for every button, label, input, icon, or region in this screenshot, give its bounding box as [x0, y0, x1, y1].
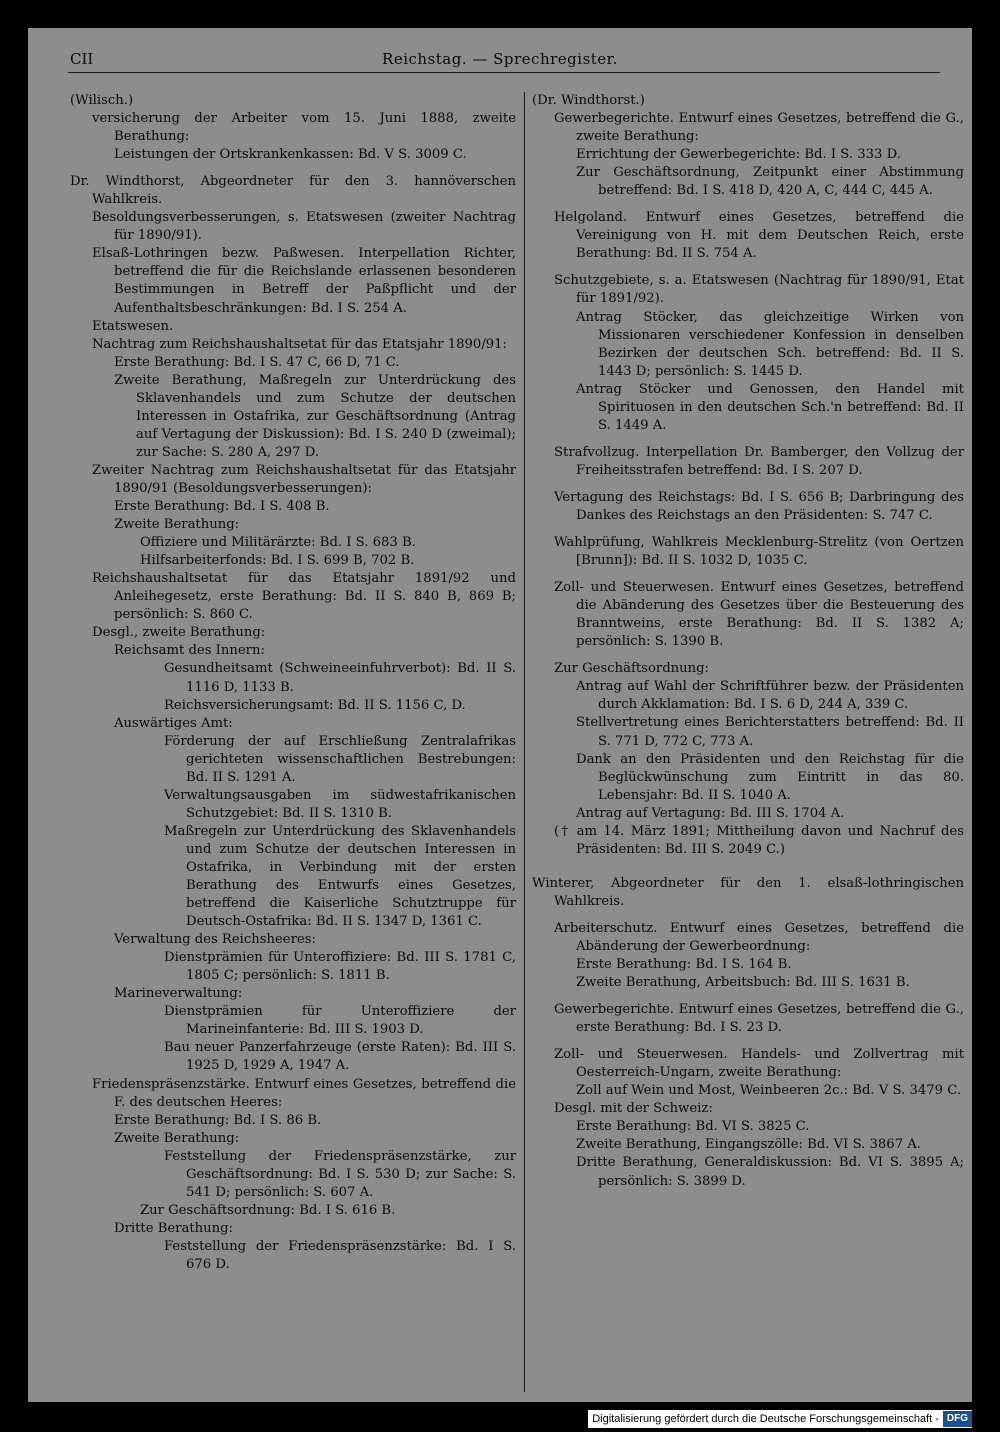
left-column-entry: Dienstprämien für Unteroffiziere der Marineinfanterie: Bd. III S. 1903 D. — [164, 1004, 516, 1038]
left-column — [70, 92, 516, 1274]
left-column-entry: Erste Berathung: Bd. I S. 408 B. — [114, 499, 330, 515]
entry-spacer — [532, 570, 964, 579]
left-column-entry: Friedenspräsenzstärke. Entwurf eines Gesetzes, betreffend die F. des deutschen Heeres: — [92, 1076, 516, 1110]
left-column-entry: Dienstprämien für Unteroffiziere: Bd. III S. 1781 C, 1805 C; persönlich: S. 1811 B. — [164, 950, 516, 984]
right-column-entry: Gewerbegerichte. Entwurf eines Gesetzes, betreffend die G., erste Berathung: Bd. I S. 23 D. — [554, 1002, 964, 1036]
right-column-entry: Vertagung des Reichstags: Bd. I S. 656 B; Darbringung des Dankes des Reichstags an den Präsidenten: S. 747 C. — [554, 489, 964, 523]
column-divider — [524, 92, 525, 1392]
left-column-entry: (Wilisch.) — [70, 93, 134, 108]
left-column-entry: Marineverwaltung: — [114, 986, 243, 1002]
entry-spacer — [532, 200, 964, 209]
left-column-entry: Etatswesen. — [92, 318, 174, 334]
entry-spacer — [532, 480, 964, 489]
right-column-entry: Dritte Berathung, Generaldiskussion: Bd. VI S. 3895 A; persönlich: S. 3899 D. — [576, 1155, 964, 1189]
right-column-entry: Dank an den Präsidenten und den Reichstag für die Beglückwünschung zum Eintritt in das 80. Lebensjahr: Bd. II S. 1040 A. — [576, 751, 964, 803]
right-column-entry: Erste Berathung: Bd. VI S. 3825 C. — [576, 1119, 810, 1135]
right-column-entry: Strafvollzug. Interpellation Dr. Bamberger, den Vollzug der Freiheitsstrafen betreffend: Bd. I S. 207 D. — [554, 444, 964, 478]
left-column-entry: Bau neuer Panzerfahrzeuge (erste Raten): Bd. III S. 1925 D, 1929 A, 1947 A. — [164, 1040, 516, 1074]
left-column-entry: Reichsversicherungsamt: Bd. II S. 1156 C, D. — [164, 697, 466, 713]
left-column-entry: Zweiter Nachtrag zum Reichshaushaltsetat für das Etatsjahr 1890/91 (Besoldungsverbesserungen): — [92, 462, 516, 496]
right-column-entry: Arbeiterschutz. Entwurf eines Gesetzes, betreffend die Abänderung der Gewerbeordnung: — [554, 920, 964, 954]
left-column-entry: Erste Berathung: Bd. I S. 86 B. — [114, 1112, 322, 1128]
left-column-entry: versicherung der Arbeiter vom 15. Juni 1888, zweite Berathung: — [92, 111, 516, 145]
right-column-entry: Helgoland. Entwurf eines Gesetzes, betreffend die Vereinigung von H. mit dem Deutschen Reich, erste Berathung: Bd. II S. 754 A. — [554, 210, 964, 262]
right-column-entry: Winterer, Abgeordneter für den 1. elsaß-lothringischen Wahlkreis. — [532, 875, 964, 909]
running-title: Reichstag. — Sprechregister. — [382, 50, 618, 68]
right-column-entry: (Dr. Windthorst.) — [532, 93, 645, 108]
right-column-entry: Stellvertretung eines Berichterstatters betreffend: Bd. II S. 771 D, 772 C, 773 A. — [576, 715, 964, 749]
right-column-entry: Zweite Berathung, Arbeitsbuch: Bd. III S. 1631 B. — [576, 975, 910, 991]
left-column-entry: Nachtrag zum Reichshaushaltsetat für das Etatsjahr 1890/91: — [92, 336, 507, 352]
right-column-entry: Zoll auf Wein und Most, Weinbeeren 2c.: Bd. V S. 3479 C. — [576, 1083, 962, 1099]
left-column-entry: Reichshaushaltsetat für das Etatsjahr 1891/92 und Anleihegesetz, erste Berathung: Bd. II S. 840 B, 869 B; persönlich: S. 860 C. — [92, 571, 516, 623]
left-column-entry: Besoldungsverbesserungen, s. Etatswesen (zweiter Nachtrag für 1890/91). — [92, 210, 516, 244]
entry-spacer — [532, 263, 964, 272]
right-column-entry: Antrag auf Vertagung: Bd. III S. 1704 A. — [576, 805, 845, 821]
right-column-entry: Wahlprüfung, Wahlkreis Mecklenburg-Strelitz (von Oertzen [Brunn]): Bd. II S. 1032 D, 1035 C. — [554, 535, 964, 569]
right-column-entry: († am 14. März 1891; Mittheilung davon und Nachruf des Präsidenten: Bd. III S. 2049 C.) — [554, 823, 964, 857]
left-column-entry: Feststellung der Friedenspräsenzstärke: Bd. I S. 676 D. — [164, 1238, 516, 1272]
entry-spacer — [532, 1037, 964, 1046]
left-column-entry: Dritte Berathung: — [114, 1220, 234, 1236]
left-column-entry: Offiziere und Militärärzte: Bd. I S. 683 B. — [140, 535, 416, 551]
right-column-entry: Zoll- und Steuerwesen. Entwurf eines Gesetzes, betreffend die Abänderung des Gesetzes über die Besteuerung des Branntweins, erste Berathung: Bd. II S. 1382 A; persönlich: S. 1390 B. — [554, 580, 964, 650]
left-column-entry: Gesundheitsamt (Schweineeinfuhrverbot): Bd. II S. 1116 D, 1133 B. — [164, 661, 516, 695]
left-column-entry: Förderung der auf Erschließung Zentralafrikas gerichteten wissenschaftlichen Bestrebungen: Bd. II S. 1291 A. — [164, 733, 516, 785]
right-column-entry: Zur Geschäftsordnung: — [554, 661, 709, 677]
right-column-entry: Desgl. mit der Schweiz: — [554, 1101, 713, 1117]
left-column-entry: Desgl., zweite Berathung: — [92, 625, 266, 641]
right-column-entry: Zweite Berathung, Eingangszölle: Bd. VI S. 3867 A. — [576, 1137, 921, 1153]
right-column-entry: Antrag auf Wahl der Schriftführer bezw. der Präsidenten durch Akklamation: Bd. I S. 6 D, 244 A, 339 C. — [576, 679, 964, 713]
left-column-entry: Elsaß-Lothringen bezw. Paßwesen. Interpellation Richter, betreffend die für die Reichslande erlassenen besonderen Bestimmungen in Betreff der Paßpflicht und der Aufenthaltsbeschränkungen: Bd. I S. 254 A. — [92, 246, 516, 316]
dfg-logo: DFG — [943, 1411, 972, 1427]
right-column-entry: Erste Berathung: Bd. I S. 164 B. — [576, 957, 792, 973]
left-column-entry: Zweite Berathung, Maßregeln zur Unterdrückung des Sklavenhandels und zum Schutze der deutschen Interessen in Ostafrika, zur Geschäftsordnung (Antrag auf Vertagung der Diskussion): Bd. I S. 240 D (zweimal); zur Sache: S. 280 A, 297 D. — [114, 372, 516, 460]
left-column-entry: Verwaltung des Reichsheeres: — [114, 932, 316, 948]
left-column-entry: Leistungen der Ortskrankenkassen: Bd. V S. 3009 C. — [114, 147, 467, 163]
entry-spacer — [532, 525, 964, 534]
page-number: CII — [70, 50, 94, 68]
right-column-entry: Gewerbegerichte. Entwurf eines Gesetzes, betreffend die G., zweite Berathung: — [554, 111, 964, 145]
right-column-entry: Antrag Stöcker und Genossen, den Handel mit Spirituosen in den deutschen Sch.'n betreffend: Bd. II S. 1449 A. — [576, 381, 964, 433]
credit-text: Digitalisierung gefördert durch die Deutsche Forschungsgemeinschaft - — [592, 1413, 939, 1425]
left-column-entry: Zur Geschäftsordnung: Bd. I S. 616 B. — [140, 1202, 396, 1218]
left-column-entry: Zweite Berathung: — [114, 1130, 240, 1146]
left-column-entry: Auswärtiges Amt: — [114, 715, 233, 731]
scanned-page — [28, 28, 972, 1402]
left-column-entry: Zweite Berathung: — [114, 517, 240, 533]
left-column-entry: Erste Berathung: Bd. I S. 47 C, 66 D, 71 C. — [114, 354, 400, 370]
right-column-entry: Antrag Stöcker, das gleichzeitige Wirken von Missionaren verschiedener Konfession in denselben Bezirken der deutschen Sch. betreffend: Bd. II S. 1443 D; persönlich: S. 1445 D. — [576, 309, 964, 379]
left-column-entry: Verwaltungsausgaben im südwestafrikanischen Schutzgebiet: Bd. II S. 1310 B. — [164, 787, 516, 821]
right-column-entry: Schutzgebiete, s. a. Etatswesen (Nachtrag für 1890/91, Etat für 1891/92). — [554, 273, 964, 307]
left-column-entry: Maßregeln zur Unterdrückung des Sklavenhandels und zum Schutze der deutschen Interessen in Ostafrika, in Verbindung mit der ersten Berathung des Entwurfs eines Gesetzes, betreffend die Kaiserliche Schutztruppe für Deutsch-Ostafrika: Bd. II S. 1347 D, 1361 C. — [164, 823, 516, 930]
right-column-entry: Errichtung der Gewerbegerichte: Bd. I S. 333 D. — [576, 147, 901, 163]
entry-spacer — [70, 164, 516, 173]
entry-spacer — [532, 435, 964, 444]
entry-spacer — [532, 911, 964, 920]
header-rule — [68, 72, 940, 73]
right-column-entry: Zoll- und Steuerwesen. Handels- und Zollvertrag mit Oesterreich-Ungarn, zweite Berathung: — [554, 1047, 964, 1081]
right-column-entry: Zur Geschäftsordnung, Zeitpunkt einer Abstimmung betreffend: Bd. I S. 418 D, 420 A, C, 444 C, 445 A. — [576, 165, 964, 199]
digitization-credit-bar — [588, 1410, 972, 1428]
entry-spacer — [532, 651, 964, 660]
left-column-entry: Hilfsarbeiterfonds: Bd. I S. 699 B, 702 B. — [140, 553, 415, 569]
entry-spacer — [532, 992, 964, 1001]
left-column-entry: Dr. Windthorst, Abgeordneter für den 3. hannöverschen Wahlkreis. — [70, 174, 516, 208]
left-column-entry: Feststellung der Friedenspräsenzstärke, zur Geschäftsordnung: Bd. I S. 530 D; zur Sache: S. 541 D; persönlich: S. 607 A. — [164, 1148, 516, 1200]
left-column-entry: Reichsamt des Innern: — [114, 643, 265, 659]
entry-spacer — [532, 859, 964, 875]
right-column — [532, 92, 964, 1191]
